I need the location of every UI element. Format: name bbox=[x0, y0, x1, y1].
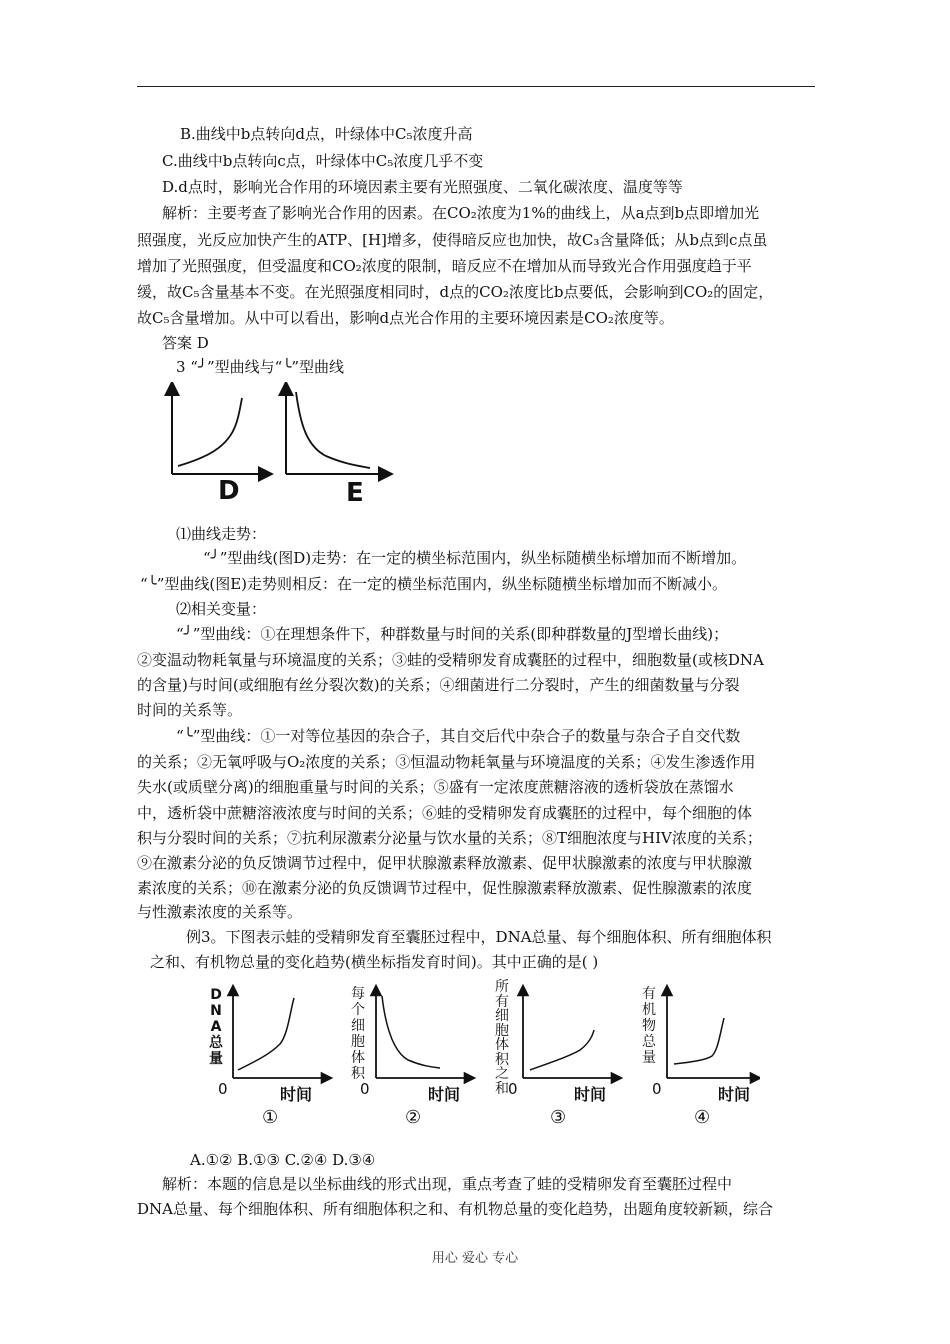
body-line: “╯”型曲线：①在理想条件下，种群数量与时间的关系(即种群数量的J型增长曲线)； bbox=[176, 625, 729, 643]
body-line: “╰”型曲线：①一对等位基因的杂合子，其自交后代中杂合子的数量与杂合子自交代数 bbox=[176, 727, 741, 745]
graph3-ylabel: 所有细胞体积之和 bbox=[495, 979, 509, 1097]
graphs-figure bbox=[200, 979, 760, 1132]
graph1-xlabel: 时间 bbox=[280, 1085, 313, 1104]
example-line: 之和、有机物总量的变化趋势(横坐标指发育时间)。其中正确的是( ) bbox=[150, 953, 599, 971]
section-heading: 3 “╯”型曲线与“╰”型曲线 bbox=[176, 358, 345, 376]
graph1-origin: 0 bbox=[218, 1080, 228, 1098]
option-c: C.曲线中b点转向c点，叶绿体中C₅浓度几乎不变 bbox=[162, 152, 484, 170]
body-line: ⑨在激素分泌的负反馈调节过程中，促甲状腺激素释放激素、促甲状腺激素的浓度与甲状腺激 bbox=[137, 854, 753, 872]
analysis-line: 照强度，光反应加快产生的ATP、[H]增多，使得暗反应也加快，故C₃含量降低；从b点到c点虽 bbox=[137, 231, 768, 249]
body-line: 的含量)与时间(或细胞有丝分裂次数)的关系；④细菌进行二分裂时，产生的细菌数量与分裂 bbox=[137, 676, 740, 694]
analysis-line: 增加了光照强度，但受温度和CO₂浓度的限制，暗反应不在增加从而导致光合作用强度趋于平 bbox=[137, 257, 752, 275]
analysis-line: DNA总量、每个细胞体积、所有细胞体积之和、有机物总量的变化趋势，出题角度较新颖，综合 bbox=[137, 1200, 773, 1218]
body-line: ②变温动物耗氧量与环境温度的关系；③蛙的受精卵发育成囊胚的过程中，细胞数量(或核DNA bbox=[137, 651, 764, 669]
body-line: 中，透析袋中蔗糖溶液浓度与时间的关系；⑥蛙的受精卵发育成囊胚的过程中，每个细胞的体 bbox=[137, 804, 753, 822]
analysis-line: 故C₅含量增加。从中可以看出，影响d点光合作用的主要环境因素是CO₂浓度等。 bbox=[137, 309, 674, 327]
graph2-xlabel: 时间 bbox=[428, 1085, 461, 1104]
graph4-xlabel: 时间 bbox=[718, 1085, 751, 1104]
graph2-number: ② bbox=[405, 1107, 422, 1128]
curve-2 bbox=[382, 996, 440, 1068]
graph1-ylabel: DNA总量 bbox=[209, 987, 223, 1067]
graph2-origin: 0 bbox=[360, 1080, 370, 1098]
analysis-line: 解析：主要考查了影响光合作用的因素。在CO₂浓度为1%的曲线上，从a点到b点即增加光 bbox=[162, 204, 760, 222]
curve-e bbox=[296, 392, 370, 468]
graph2-ylabel: 每个细胞体积 bbox=[351, 986, 365, 1082]
option-d: D.d点时，影响光合作用的环境因素主要有光照强度、二氧化碳浓度、温度等等 bbox=[162, 178, 683, 196]
example-line: 例3。下图表示蛙的受精卵发育至囊胚过程中，DNA总量、每个细胞体积、所有细胞体积 bbox=[186, 928, 772, 946]
figure-d-e-svg bbox=[160, 382, 420, 512]
subheading: ⑴曲线走势： bbox=[176, 525, 267, 543]
figure-d-label: D bbox=[218, 476, 240, 506]
figure-d-e bbox=[160, 382, 420, 512]
curve-d bbox=[178, 398, 242, 466]
body-line: 素浓度的关系；⑩在激素分泌的负反馈调节过程中，促性腺激素释放激素、促性腺激素的浓度 bbox=[137, 879, 753, 897]
curve-4 bbox=[674, 1018, 724, 1064]
option-b: B.曲线中b点转向d点，叶绿体中C₅浓度升高 bbox=[180, 125, 473, 143]
body-line: “╯”型曲线(图D)走势：在一定的横坐标范围内，纵坐标随横坐标增加而不断增加。 bbox=[203, 549, 747, 567]
body-line: 时间的关系等。 bbox=[137, 701, 243, 719]
graph4-ylabel: 有机物总量 bbox=[642, 986, 656, 1066]
body-line: 失水(或质壁分离)的细胞重量与时间的关系；⑤盛有一定浓度蔗糖溶液的透析袋放在蒸馏水 bbox=[137, 778, 734, 796]
curve-3 bbox=[530, 1030, 594, 1070]
figure-e-label: E bbox=[346, 478, 364, 508]
page-footer: 用心 爱心 专心 bbox=[431, 1251, 519, 1266]
choices-line: A.①② B.①③ C.②④ D.③④ bbox=[190, 1151, 376, 1169]
header-rule bbox=[137, 86, 815, 87]
graph3-xlabel: 时间 bbox=[574, 1085, 607, 1104]
graph4-origin: 0 bbox=[652, 1080, 662, 1098]
body-line: 的关系；②无氧呼吸与O₂浓度的关系；③恒温动物耗氧量与环境温度的关系；④发生渗透作用 bbox=[137, 753, 756, 771]
analysis-line: 缓，故C₅含量基本不变。在光照强度相同时，d点的CO₂浓度比b点要低，会影响到CO₂的固定， bbox=[137, 283, 774, 301]
body-line: 与性激素浓度的关系等。 bbox=[137, 903, 303, 921]
body-line: “╰”型曲线(图E)走势则相反：在一定的横坐标范围内，纵坐标随横坐标增加而不断减小。 bbox=[140, 575, 728, 593]
curve-1 bbox=[238, 998, 294, 1070]
answer-line: 答案 D bbox=[162, 334, 209, 352]
graph1-number: ① bbox=[262, 1107, 279, 1128]
graph3-origin: 0 bbox=[508, 1080, 518, 1098]
analysis-line: 解析：本题的信息是以坐标曲线的形式出现，重点考查了蛙的受精卵发育至囊胚过程中 bbox=[162, 1175, 733, 1193]
graph4-number: ④ bbox=[694, 1107, 711, 1128]
graphs-svg bbox=[200, 979, 760, 1132]
graph3-number: ③ bbox=[550, 1107, 567, 1128]
body-line: 积与分裂时间的关系；⑦抗利尿激素分泌量与饮水量的关系；⑧T细胞浓度与HIV浓度的关系； bbox=[137, 829, 762, 847]
subheading: ⑵相关变量： bbox=[176, 600, 267, 618]
